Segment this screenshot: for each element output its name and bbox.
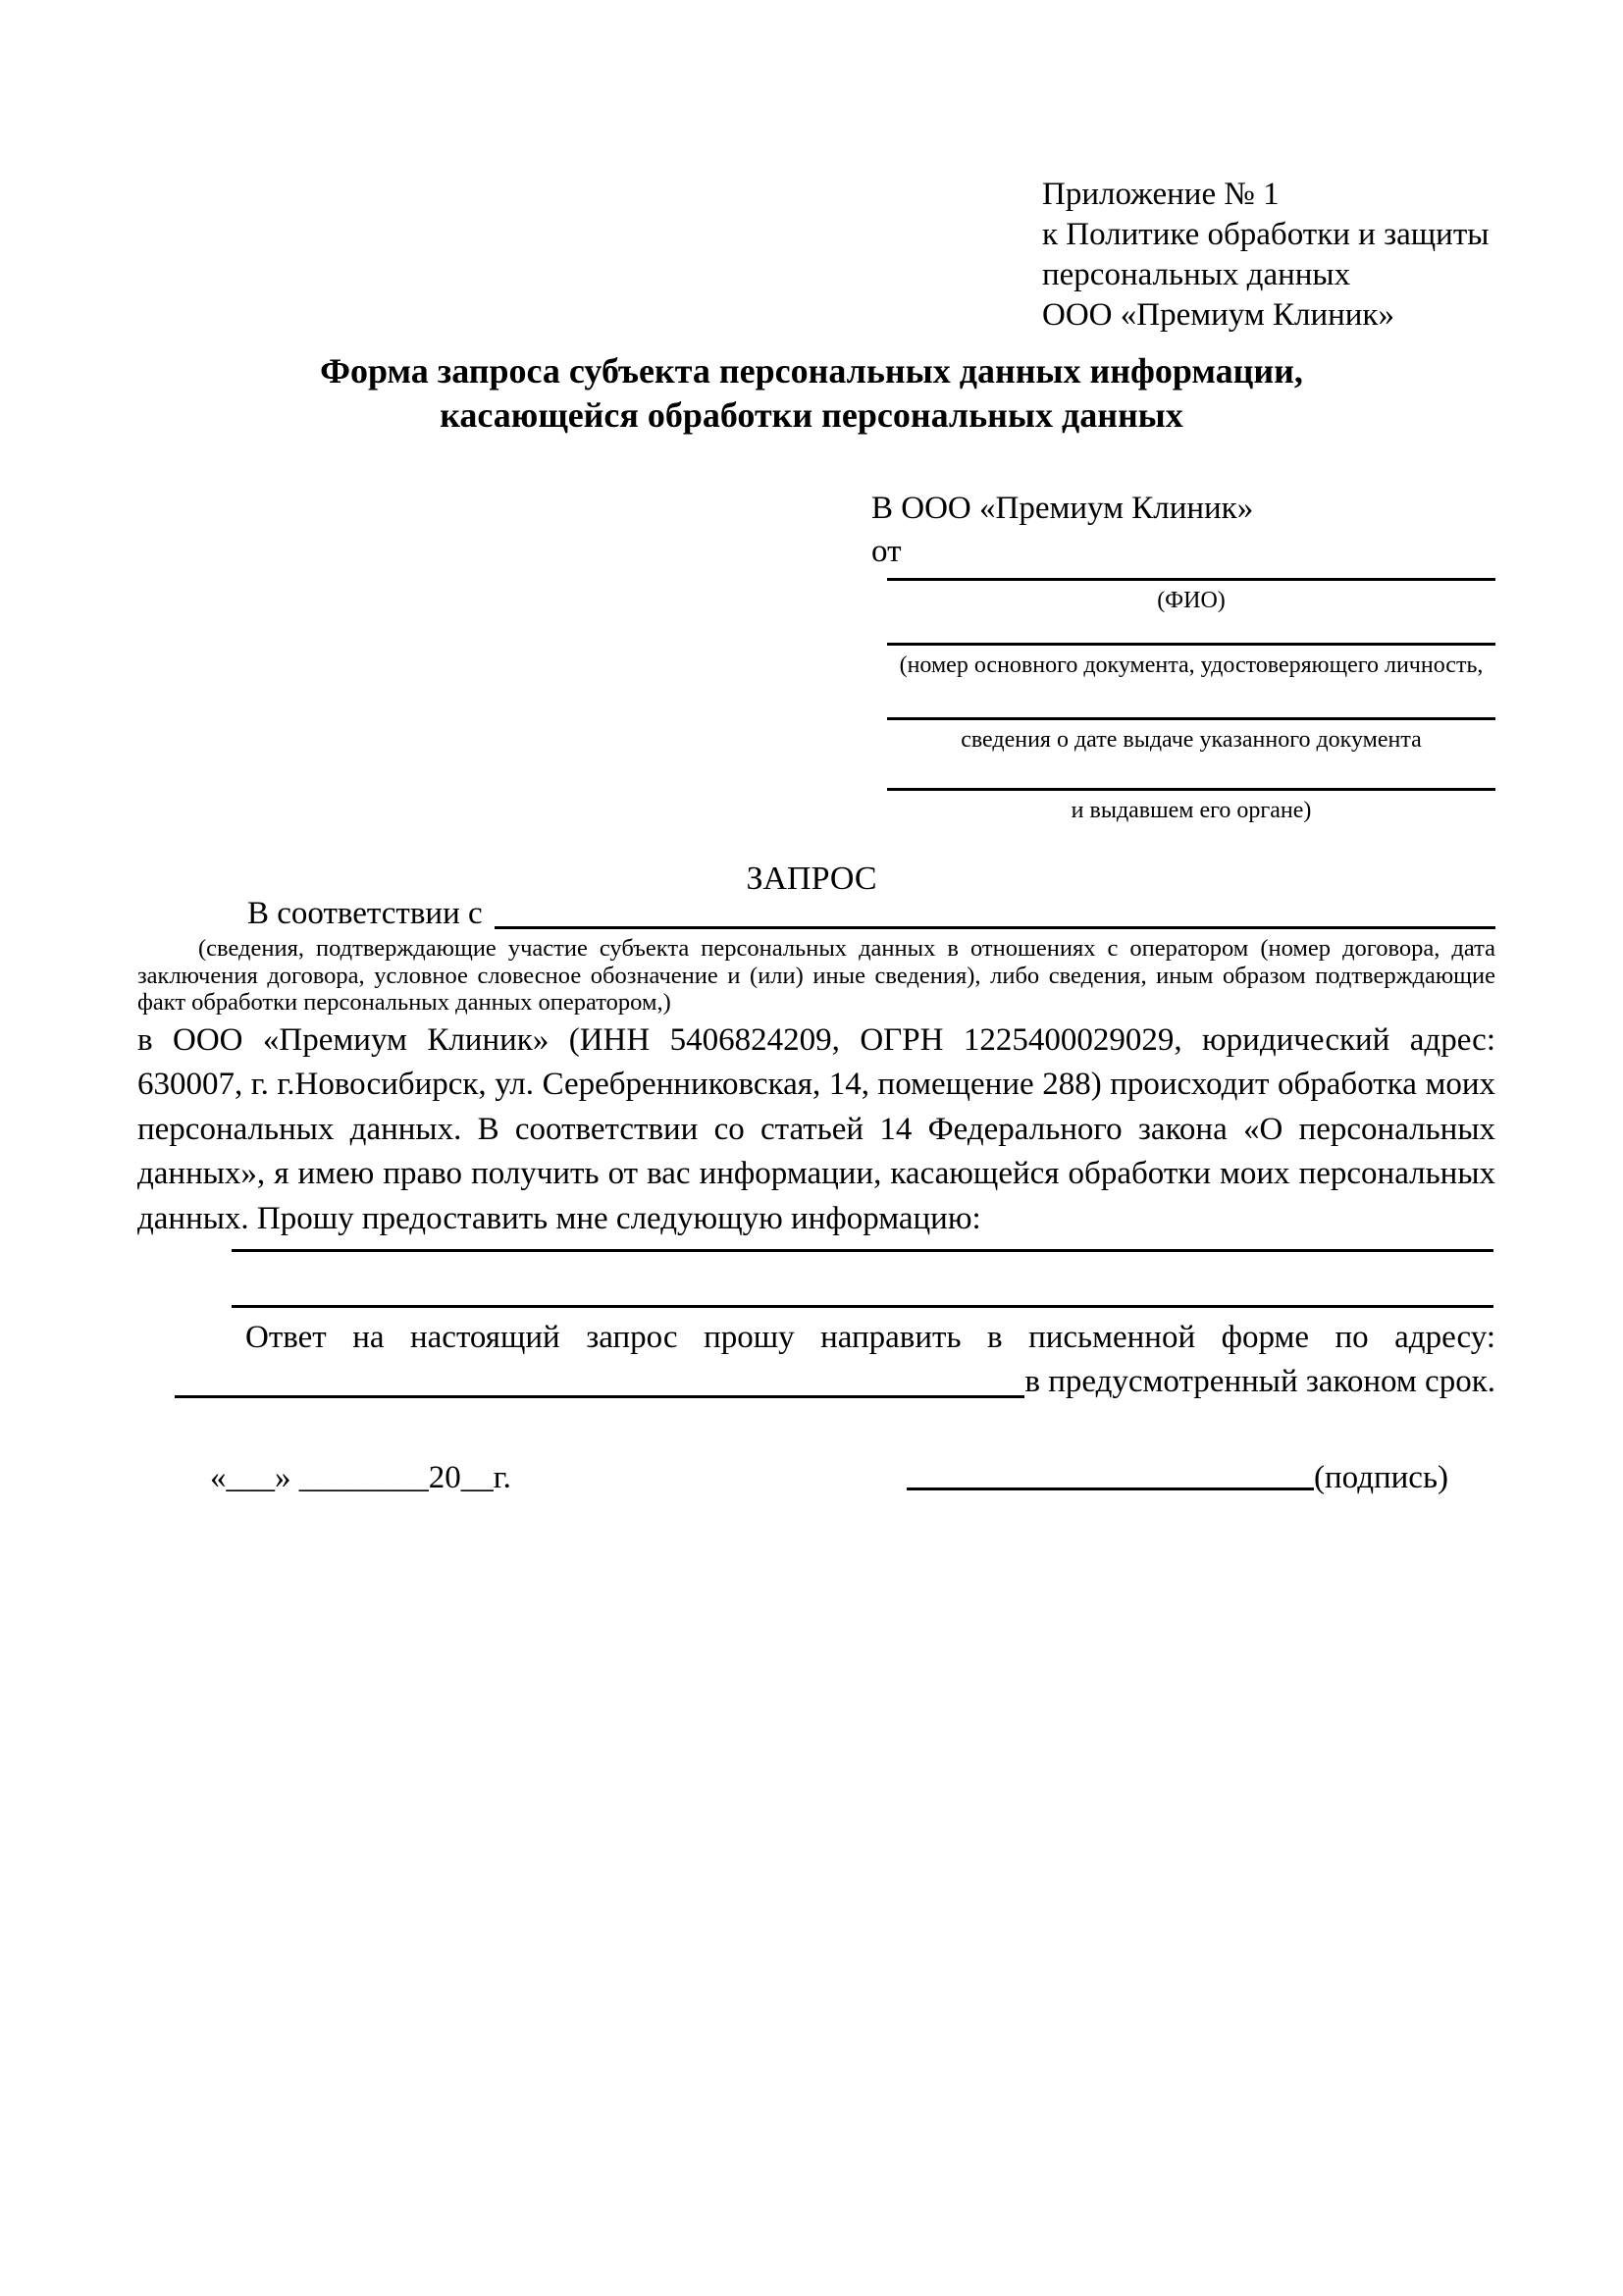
- fio-field: [887, 573, 1495, 614]
- appendix-line: к Политике обработки и защиты: [1042, 217, 1490, 252]
- fio-caption: (ФИО): [1157, 588, 1226, 613]
- basis-write-line: [495, 926, 1495, 929]
- reply-address-sentence: Ответ на настоящий запрос прошу направить в письменной форме по адресу:: [245, 1320, 1495, 1355]
- requested-info-write-line-1: [232, 1249, 1493, 1252]
- document-number-write-line: [887, 614, 1495, 646]
- addressee-from-label: от: [871, 534, 902, 569]
- appendix-line: Приложение № 1: [1042, 177, 1280, 212]
- document-number-caption: (номер основного документа, удостоверяющего личность,: [899, 652, 1484, 678]
- signature-caption: (подпись): [1314, 1460, 1448, 1495]
- document-title: [0, 349, 1623, 438]
- appendix-line: персональных данных: [1042, 257, 1351, 292]
- appendix-line: ООО «Премиум Клиник»: [1042, 297, 1394, 333]
- appendix-note: [1042, 175, 1513, 336]
- request-body-section: [137, 895, 1495, 1404]
- requested-info-write-line-2: [232, 1305, 1493, 1308]
- basis-line: [137, 895, 1495, 932]
- basis-footnote: (сведения, подтверждающие участие субъекта персональных данных в отношениях с оператором (номер договора, дата заключения договора, условное словесное обозначение и (или) иные сведения), либо сведения, иным образом подтверждающие факт обработки персональных данных оператором,): [137, 935, 1495, 1016]
- document-number-field: [887, 614, 1495, 679]
- issue-date-caption: сведения о дате выдаче указанного документа: [961, 727, 1422, 753]
- signature-write-line: [907, 1487, 1314, 1490]
- issue-date-write-line: [887, 679, 1495, 720]
- issuing-authority-caption: и выдавшем его органе): [1071, 798, 1312, 823]
- fio-write-line: [887, 573, 1495, 581]
- signature-group: [907, 1458, 1448, 1497]
- issuing-authority-field: [887, 754, 1495, 824]
- reply-address-line: [137, 1360, 1495, 1404]
- document-title-text: Форма запроса субъекта персональных данных информации, касающейся обработки персональных данных: [320, 351, 1303, 435]
- basis-prefix: В соответствии с: [247, 896, 483, 931]
- reply-address-write-line: [175, 1395, 1024, 1398]
- addressee-block: [871, 487, 1495, 824]
- request-heading: ЗАПРОС: [746, 861, 877, 897]
- addressee-to: В ООО «Премиум Клиник»: [871, 491, 1254, 526]
- issue-date-field: [887, 679, 1495, 754]
- reply-deadline-text: в предусмотренный законом срок.: [1024, 1364, 1495, 1399]
- date-blank: «___» ________20__г.: [210, 1460, 511, 1495]
- date-signature-row: [137, 1458, 1495, 1497]
- request-main-paragraph: в ООО «Премиум Клиник» (ИНН 5406824209, ОГРН 1225400029029, юридический адрес: 630007, г. г.Новосибирск, ул. Серебренниковская, 14, помещение 288) происходит обработка моих персональных данных. В соответствии со статьей 14 Федерального закона «О персональных данных», я имею право получить от вас информации, касающейся обработки моих персональных данных. Прошу предоставить мне следующую информацию:: [137, 1021, 1495, 1236]
- issuing-authority-write-line: [887, 754, 1495, 791]
